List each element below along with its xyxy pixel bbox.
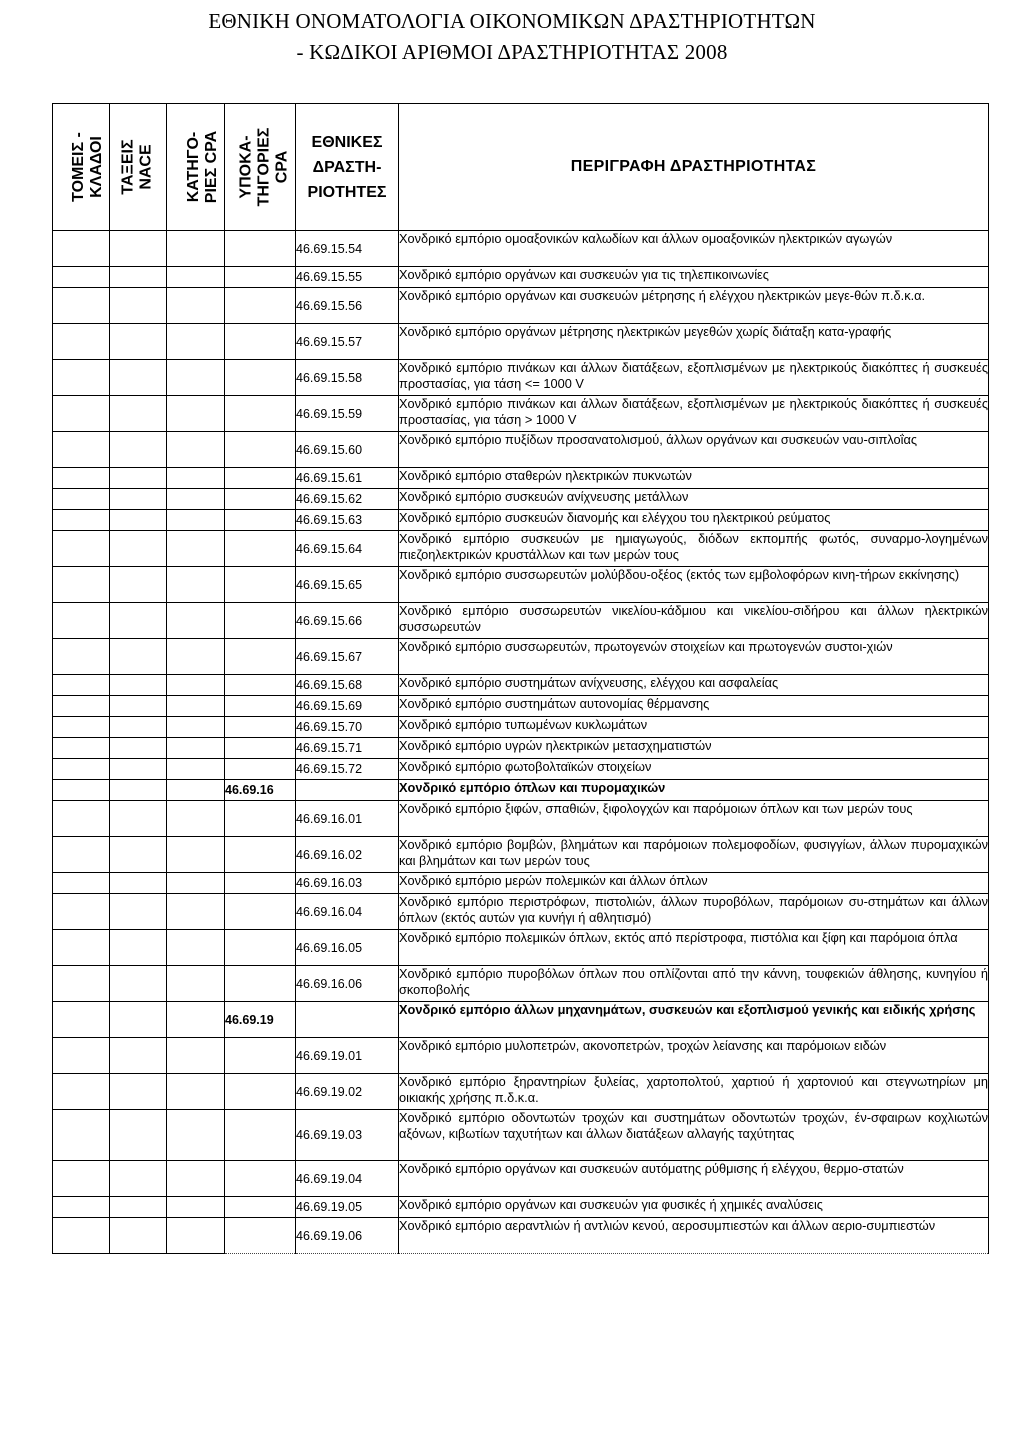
- subcategory-code-cell: [225, 267, 296, 288]
- table-row: [53, 1161, 989, 1197]
- empty-cell: [167, 966, 225, 1002]
- description-cell: Χονδρικό εμπόριο ομοαξονικών καλωδίων και άλλων ομοαξονικών ηλεκτρικών αγωγών: [399, 231, 989, 267]
- description-cell: Χονδρικό εμπόριο οργάνων και συσκευών για τις τηλεπικοινωνίες: [399, 267, 989, 288]
- empty-cell: [110, 894, 167, 930]
- table-row: [53, 738, 989, 759]
- empty-cell: [110, 738, 167, 759]
- subcategory-code-cell: [225, 966, 296, 1002]
- empty-cell: [53, 603, 110, 639]
- table-row: [53, 603, 989, 639]
- table-row: [53, 1197, 989, 1218]
- empty-cell: [167, 801, 225, 837]
- national-code-cell: 46.69.15.66: [296, 603, 399, 639]
- header-categories-line2: ΡΙΕΣ CPA: [203, 130, 221, 204]
- empty-cell: [110, 966, 167, 1002]
- table-row: [53, 675, 989, 696]
- empty-cell: [110, 531, 167, 567]
- subcategory-code-cell: [225, 603, 296, 639]
- subcategory-code-cell: 46.69.19: [225, 1002, 296, 1038]
- empty-cell: [53, 675, 110, 696]
- empty-cell: [53, 267, 110, 288]
- empty-cell: [53, 432, 110, 468]
- national-code-cell: 46.69.15.64: [296, 531, 399, 567]
- empty-cell: [167, 567, 225, 603]
- empty-cell: [53, 1074, 110, 1110]
- header-subcategories-line2: ΤΗΓΟΡΙΕΣ: [255, 127, 273, 207]
- empty-cell: [167, 396, 225, 432]
- empty-cell: [167, 267, 225, 288]
- description-cell: Χονδρικό εμπόριο τυπωμένων κυκλωμάτων: [399, 717, 989, 738]
- description-cell: Χονδρικό εμπόριο μερών πολεμικών και άλλων όπλων: [399, 873, 989, 894]
- national-code-cell: 46.69.16.05: [296, 930, 399, 966]
- empty-cell: [53, 1161, 110, 1197]
- header-description-label: ΠΕΡΙΓΡΑΦΗ ΔΡΑΣΤΗΡΙΟΤΗΤΑΣ: [570, 158, 817, 175]
- subcategory-code-cell: [225, 324, 296, 360]
- description-cell: Χονδρικό εμπόριο πινάκων και άλλων διατάξεων, εξοπλισμένων με ηλεκτρικούς διακόπτες ή συσκευές προστασίας, για τάση > 1000 V: [399, 396, 989, 432]
- description-cell: Χονδρικό εμπόριο συστημάτων ανίχνευσης, ελέγχου και ασφαλείας: [399, 675, 989, 696]
- header-classes-line1: ΤΑΞΕΙΣ: [120, 139, 137, 195]
- empty-cell: [167, 780, 225, 801]
- empty-cell: [167, 717, 225, 738]
- description-cell: Χονδρικό εμπόριο σταθερών ηλεκτρικών πυκνωτών: [399, 468, 989, 489]
- national-code-cell: 46.69.15.56: [296, 288, 399, 324]
- national-code-cell: 46.69.19.05: [296, 1197, 399, 1218]
- empty-cell: [167, 510, 225, 531]
- empty-cell: [53, 489, 110, 510]
- table-row: [53, 1218, 989, 1254]
- header-subcategories-line1: ΥΠΟΚΑ-: [237, 135, 255, 199]
- description-cell: Χονδρικό εμπόριο συσσωρευτών, πρωτογενών στοιχείων και πρωτογενών συστοι-χιών: [399, 639, 989, 675]
- empty-cell: [110, 396, 167, 432]
- description-cell: Χονδρικό εμπόριο όπλων και πυρομαχικών: [399, 780, 989, 801]
- table-row: [53, 468, 989, 489]
- national-code-cell: [296, 1002, 399, 1038]
- empty-cell: [53, 1197, 110, 1218]
- empty-cell: [167, 837, 225, 873]
- description-cell: Χονδρικό εμπόριο οργάνων και συσκευών αυτόματης ρύθμισης ή ελέγχου, θερμο-στατών: [399, 1161, 989, 1197]
- subcategory-code-cell: [225, 696, 296, 717]
- subcategory-code-cell: [225, 567, 296, 603]
- subcategory-code-cell: [225, 1161, 296, 1197]
- empty-cell: [53, 696, 110, 717]
- subcategory-code-cell: [225, 894, 296, 930]
- description-cell: Χονδρικό εμπόριο συσσωρευτών νικελίου-κάδμιου και νικελίου-σιδήρου και άλλων ηλεκτρικών συσσωρευτών: [399, 603, 989, 639]
- national-code-cell: 46.69.15.71: [296, 738, 399, 759]
- header-national-line1: ΕΘΝΙΚΕΣ: [311, 133, 383, 151]
- national-code-cell: 46.69.15.57: [296, 324, 399, 360]
- empty-cell: [53, 717, 110, 738]
- table-row: [53, 231, 989, 267]
- empty-cell: [110, 696, 167, 717]
- empty-cell: [110, 267, 167, 288]
- description-cell: Χονδρικό εμπόριο περιστρόφων, πιστολιών, άλλων πυροβόλων, παρόμοιων συ-στημάτων και άλλων όπλων (εκτός αυτών για κυνήγι ή αθλητισμό): [399, 894, 989, 930]
- national-code-cell: 46.69.15.60: [296, 432, 399, 468]
- national-code-cell: 46.69.16.04: [296, 894, 399, 930]
- header-description: [399, 104, 989, 231]
- empty-cell: [167, 675, 225, 696]
- empty-cell: [167, 873, 225, 894]
- table-row: [53, 966, 989, 1002]
- empty-cell: [53, 966, 110, 1002]
- table-row: [53, 1038, 989, 1074]
- empty-cell: [110, 780, 167, 801]
- table-row: [53, 396, 989, 432]
- empty-cell: [167, 639, 225, 675]
- empty-cell: [53, 738, 110, 759]
- empty-cell: [167, 1038, 225, 1074]
- empty-cell: [53, 930, 110, 966]
- header-classes-line2: NACE: [138, 144, 155, 190]
- subcategory-code-cell: [225, 759, 296, 780]
- table-group-row: [53, 1002, 989, 1038]
- subcategory-code-cell: [225, 1074, 296, 1110]
- empty-cell: [53, 324, 110, 360]
- empty-cell: [110, 489, 167, 510]
- subcategory-code-cell: [225, 837, 296, 873]
- header-sectors-line2: ΚΛΑΔΟΙ: [87, 136, 105, 198]
- subcategory-code-cell: [225, 717, 296, 738]
- empty-cell: [167, 1197, 225, 1218]
- subcategory-code-cell: [225, 510, 296, 531]
- subcategory-code-cell: [225, 1110, 296, 1161]
- national-code-cell: 46.69.15.59: [296, 396, 399, 432]
- empty-cell: [110, 567, 167, 603]
- description-cell: Χονδρικό εμπόριο ξιφών, σπαθιών, ξιφολογχών και παρόμοιων όπλων και των μερών τους: [399, 801, 989, 837]
- subcategory-code-cell: [225, 873, 296, 894]
- description-cell: Χονδρικό εμπόριο συσκευών διανομής και ελέγχου του ηλεκτρικού ρεύματος: [399, 510, 989, 531]
- table-row: [53, 324, 989, 360]
- table-row: [53, 759, 989, 780]
- subcategory-code-cell: 46.69.16: [225, 780, 296, 801]
- national-code-cell: 46.69.16.02: [296, 837, 399, 873]
- table-group-row: [53, 780, 989, 801]
- table-row: [53, 567, 989, 603]
- empty-cell: [110, 873, 167, 894]
- description-cell: Χονδρικό εμπόριο πολεμικών όπλων, εκτός από περίστροφα, πιστόλια και ξίφη και παρόμοια όπλα: [399, 930, 989, 966]
- subcategory-code-cell: [225, 1038, 296, 1074]
- table-body: [53, 231, 989, 1254]
- activity-codes-table: [52, 103, 989, 1254]
- header-subcategories: [225, 104, 296, 231]
- empty-cell: [53, 1218, 110, 1254]
- empty-cell: [53, 360, 110, 396]
- empty-cell: [53, 1038, 110, 1074]
- header-national-line2: ΔΡΑΣΤΗ-: [312, 158, 382, 176]
- empty-cell: [167, 1161, 225, 1197]
- table-row: [53, 1074, 989, 1110]
- empty-cell: [110, 717, 167, 738]
- subcategory-code-cell: [225, 930, 296, 966]
- description-cell: Χονδρικό εμπόριο μυλοπετρών, ακονοπετρών, τροχών λείανσης και παρόμοιων ειδών: [399, 1038, 989, 1074]
- empty-cell: [110, 759, 167, 780]
- table-row: [53, 360, 989, 396]
- empty-cell: [110, 288, 167, 324]
- header-national: [296, 104, 399, 231]
- empty-cell: [167, 231, 225, 267]
- subcategory-code-cell: [225, 396, 296, 432]
- subcategory-code-cell: [225, 432, 296, 468]
- empty-cell: [167, 759, 225, 780]
- empty-cell: [110, 1161, 167, 1197]
- empty-cell: [53, 759, 110, 780]
- subcategory-code-cell: [225, 468, 296, 489]
- national-code-cell: 46.69.16.06: [296, 966, 399, 1002]
- subcategory-code-cell: [225, 1218, 296, 1254]
- empty-cell: [53, 1110, 110, 1161]
- subcategory-code-cell: [225, 231, 296, 267]
- description-cell: Χονδρικό εμπόριο αεραντλιών ή αντλιών κενού, αεροσυμπιεστών και άλλων αεριο-συμπιεστών: [399, 1218, 989, 1254]
- document-title-line1: ΕΘΝΙΚΗ ΟΝΟΜΑΤΟΛΟΓΙΑ ΟΙΚΟΝΟΜΙΚΩΝ ΔΡΑΣΤΗΡΙΟΤΗΤΩΝ: [208, 9, 816, 33]
- empty-cell: [53, 873, 110, 894]
- subcategory-code-cell: [225, 738, 296, 759]
- empty-cell: [53, 510, 110, 531]
- empty-cell: [110, 1074, 167, 1110]
- national-code-cell: 46.69.19.01: [296, 1038, 399, 1074]
- table-row: [53, 1110, 989, 1161]
- empty-cell: [110, 510, 167, 531]
- national-code-cell: 46.69.15.72: [296, 759, 399, 780]
- description-cell: Χονδρικό εμπόριο συσκευών ανίχνευσης μετάλλων: [399, 489, 989, 510]
- empty-cell: [110, 324, 167, 360]
- table-header-row: [53, 104, 989, 231]
- description-cell: Χονδρικό εμπόριο ξηραντηρίων ξυλείας, χαρτοπολτού, χαρτιού ή χαρτονιού και στεγνωτηρίων μη οικιακής χρήσης π.δ.κ.α.: [399, 1074, 989, 1110]
- national-code-cell: 46.69.15.55: [296, 267, 399, 288]
- header-categories: [167, 104, 225, 231]
- national-code-cell: 46.69.15.54: [296, 231, 399, 267]
- empty-cell: [53, 567, 110, 603]
- empty-cell: [110, 801, 167, 837]
- header-subcategories-line3: CPA: [273, 150, 291, 184]
- empty-cell: [167, 930, 225, 966]
- empty-cell: [167, 360, 225, 396]
- national-code-cell: 46.69.19.02: [296, 1074, 399, 1110]
- national-code-cell: [296, 780, 399, 801]
- empty-cell: [110, 603, 167, 639]
- empty-cell: [167, 324, 225, 360]
- empty-cell: [167, 696, 225, 717]
- table-row: [53, 837, 989, 873]
- empty-cell: [167, 1074, 225, 1110]
- empty-cell: [167, 603, 225, 639]
- empty-cell: [110, 1002, 167, 1038]
- empty-cell: [110, 1038, 167, 1074]
- empty-cell: [53, 801, 110, 837]
- table-row: [53, 696, 989, 717]
- table-row: [53, 288, 989, 324]
- empty-cell: [167, 1002, 225, 1038]
- national-code-cell: 46.69.15.62: [296, 489, 399, 510]
- empty-cell: [110, 675, 167, 696]
- empty-cell: [110, 1218, 167, 1254]
- header-categories-line1: ΚΑΤΗΓΟ-: [185, 131, 203, 203]
- empty-cell: [167, 531, 225, 567]
- empty-cell: [110, 639, 167, 675]
- header-sectors: [53, 104, 110, 231]
- description-cell: Χονδρικό εμπόριο οδοντωτών τροχών και συστημάτων οδοντωτών τροχών, έν-σφαιρων κοχλιωτών αξόνων, κιβωτίων ταχυτήτων και άλλων διατάξεων αλλαγής ταχύτητας: [399, 1110, 989, 1161]
- table-row: [53, 894, 989, 930]
- national-code-cell: 46.69.16.03: [296, 873, 399, 894]
- empty-cell: [110, 837, 167, 873]
- subcategory-code-cell: [225, 675, 296, 696]
- header-classes: [110, 104, 167, 231]
- table-row: [53, 531, 989, 567]
- empty-cell: [167, 288, 225, 324]
- empty-cell: [167, 489, 225, 510]
- empty-cell: [167, 432, 225, 468]
- description-cell: Χονδρικό εμπόριο συστημάτων αυτονομίας θέρμανσης: [399, 696, 989, 717]
- empty-cell: [110, 930, 167, 966]
- national-code-cell: 46.69.15.58: [296, 360, 399, 396]
- subcategory-code-cell: [225, 1197, 296, 1218]
- subcategory-code-cell: [225, 489, 296, 510]
- empty-cell: [53, 288, 110, 324]
- description-cell: Χονδρικό εμπόριο πυξίδων προσανατολισμού, άλλων οργάνων και συσκευών ναυ-σιπλοΐας: [399, 432, 989, 468]
- empty-cell: [110, 231, 167, 267]
- national-code-cell: 46.69.15.65: [296, 567, 399, 603]
- empty-cell: [110, 360, 167, 396]
- description-cell: Χονδρικό εμπόριο βομβών, βλημάτων και παρόμοιων πολεμοφοδίων, φυσιγγίων, άλλων πυρομαχικών και βλημάτων και των μερών τους: [399, 837, 989, 873]
- empty-cell: [167, 1218, 225, 1254]
- subcategory-code-cell: [225, 531, 296, 567]
- national-code-cell: 46.69.19.04: [296, 1161, 399, 1197]
- national-code-cell: 46.69.15.61: [296, 468, 399, 489]
- empty-cell: [110, 1110, 167, 1161]
- description-cell: Χονδρικό εμπόριο φωτοβολταϊκών στοιχείων: [399, 759, 989, 780]
- table-row: [53, 930, 989, 966]
- subcategory-code-cell: [225, 801, 296, 837]
- empty-cell: [110, 1197, 167, 1218]
- header-sectors-line1: ΤΟΜΕΙΣ -: [69, 132, 87, 202]
- empty-cell: [53, 837, 110, 873]
- table-row: [53, 873, 989, 894]
- national-code-cell: 46.69.15.69: [296, 696, 399, 717]
- description-cell: Χονδρικό εμπόριο οργάνων και συσκευών για φυσικές ή χημικές αναλύσεις: [399, 1197, 989, 1218]
- description-cell: Χονδρικό εμπόριο υγρών ηλεκτρικών μετασχηματιστών: [399, 738, 989, 759]
- table-row: [53, 639, 989, 675]
- table-row: [53, 801, 989, 837]
- description-cell: Χονδρικό εμπόριο πινάκων και άλλων διατάξεων, εξοπλισμένων με ηλεκτρικούς διακόπτες ή συσκευές προστασίας, για τάση <= 1000 V: [399, 360, 989, 396]
- table-row: [53, 717, 989, 738]
- description-cell: Χονδρικό εμπόριο συσκευών με ημιαγωγούς, διόδων εκπομπής φωτός, συναρμο-λογημένων πιεζοηλεκτρικών κρυστάλλων και των μερών τους: [399, 531, 989, 567]
- national-code-cell: 46.69.15.70: [296, 717, 399, 738]
- table-row: [53, 489, 989, 510]
- description-cell: Χονδρικό εμπόριο οργάνων μέτρησης ηλεκτρικών μεγεθών χωρίς διάταξη κατα-γραφής: [399, 324, 989, 360]
- document-title-line2: - ΚΩΔΙΚΟΙ ΑΡΙΘΜΟΙ ΔΡΑΣΤΗΡΙΟΤΗΤΑΣ 2008: [296, 40, 728, 64]
- empty-cell: [167, 1110, 225, 1161]
- national-code-cell: 46.69.15.68: [296, 675, 399, 696]
- empty-cell: [53, 396, 110, 432]
- description-cell: Χονδρικό εμπόριο οργάνων και συσκευών μέτρησης ή ελέγχου ηλεκτρικών μεγε-θών π.δ.κ.α.: [399, 288, 989, 324]
- national-code-cell: 46.69.19.06: [296, 1218, 399, 1254]
- national-code-cell: 46.69.16.01: [296, 801, 399, 837]
- subcategory-code-cell: [225, 288, 296, 324]
- table-row: [53, 510, 989, 531]
- empty-cell: [53, 639, 110, 675]
- empty-cell: [53, 894, 110, 930]
- empty-cell: [167, 468, 225, 489]
- national-code-cell: 46.69.15.67: [296, 639, 399, 675]
- empty-cell: [53, 1002, 110, 1038]
- empty-cell: [53, 531, 110, 567]
- table-row: [53, 267, 989, 288]
- empty-cell: [53, 468, 110, 489]
- empty-cell: [53, 780, 110, 801]
- subcategory-code-cell: [225, 360, 296, 396]
- description-cell: Χονδρικό εμπόριο άλλων μηχανημάτων, συσκευών και εξοπλισμού γενικής και ειδικής χρήσης: [399, 1002, 989, 1038]
- empty-cell: [110, 468, 167, 489]
- table-row: [53, 432, 989, 468]
- header-national-line3: ΡΙΟΤΗΤΕΣ: [307, 183, 387, 201]
- subcategory-code-cell: [225, 639, 296, 675]
- empty-cell: [167, 738, 225, 759]
- description-cell: Χονδρικό εμπόριο συσσωρευτών μολύβδου-οξέος (εκτός των εμβολοφόρων κινη-τήρων εκκίνησης): [399, 567, 989, 603]
- description-cell: Χονδρικό εμπόριο πυροβόλων όπλων που οπλίζονται από την κάννη, τουφεκιών άθλησης, κυνηγίου ή σκοποβολής: [399, 966, 989, 1002]
- empty-cell: [53, 231, 110, 267]
- national-code-cell: 46.69.19.03: [296, 1110, 399, 1161]
- empty-cell: [167, 894, 225, 930]
- empty-cell: [110, 432, 167, 468]
- national-code-cell: 46.69.15.63: [296, 510, 399, 531]
